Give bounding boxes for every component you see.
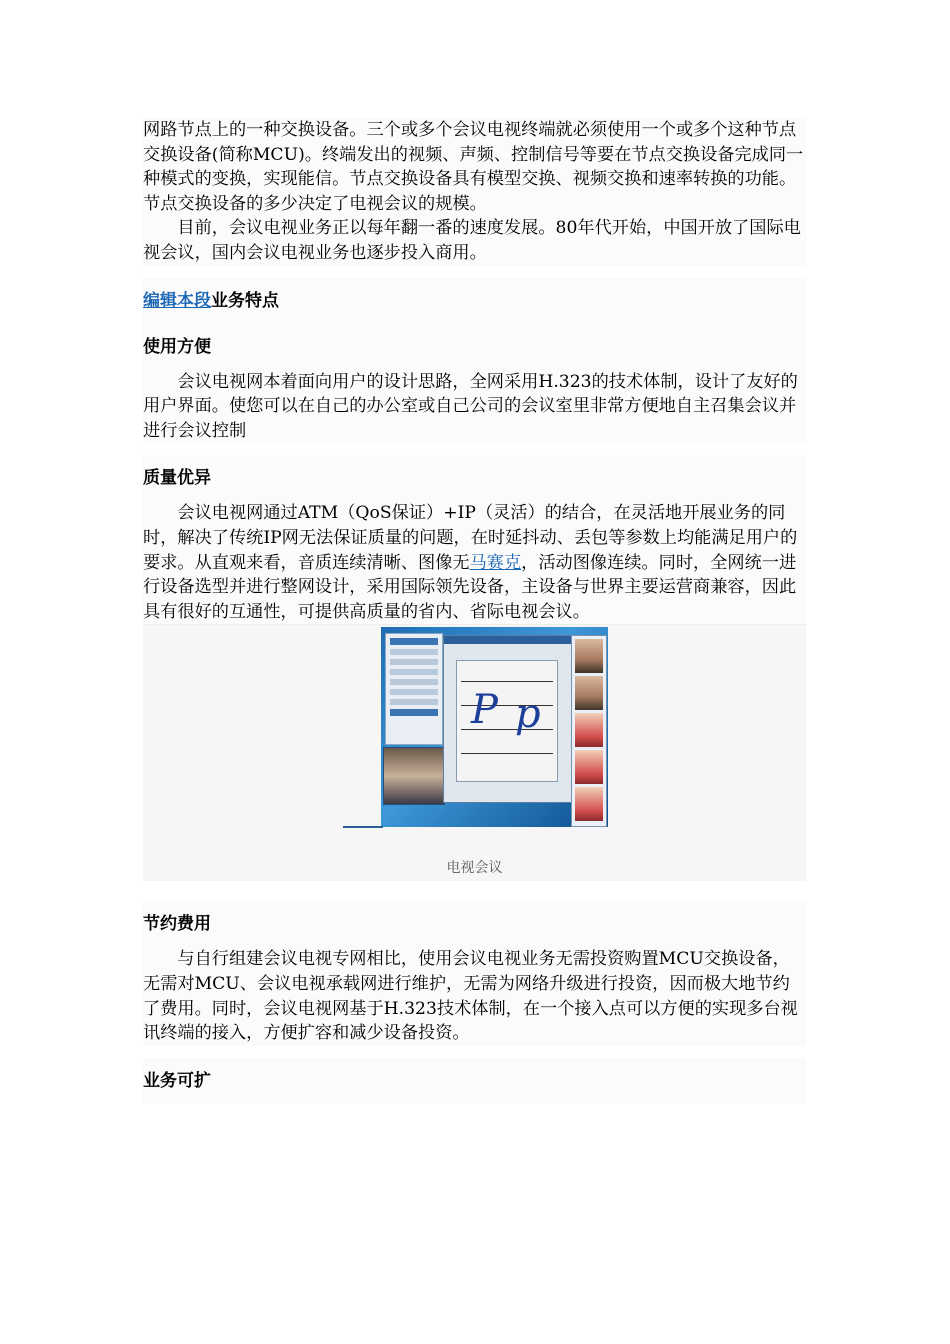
mosaic-link[interactable]: 马赛克 <box>469 552 522 573</box>
paragraph-convenient: 会议电视网本着面向用户的设计思路，全网采用H.323的技术体制，设计了友好的用户界面。使您可以在自己的办公室或自己公司的会议室里非常方便地自主召集会议并进行会议控制 <box>143 370 806 444</box>
paragraph-cost: 与自行组建会议电视专网相比，使用会议电视业务无需投资购置MCU交换设备，无需对MCU、会议电视承载网进行维护，无需为网络升级进行投资，因而极大地节约了费用。同时，会议电视网基于H.323技术体制，在一个接入点可以方便的实现多台视讯终端的接入，方便扩容和减少设备投资。 <box>143 947 806 1045</box>
paragraph-quality <box>143 501 806 624</box>
subheading-expand: 业务可扩 <box>143 1058 806 1104</box>
section-heading <box>143 278 806 324</box>
intro-paragraph-1: 网路节点上的一种交换设备。三个或多个会议电视终端就必须使用一个或多个这种节点交换设备(简称MCU)。终端发出的视频、声频、控制信号等要在节点交换设备完成同一种模式的变换，实现能信。节点交换设备具有模型交换、视频交换和速率转换的功能。节点交换设备的多少决定了电视会议的规模。 <box>143 118 806 216</box>
handwritten-p-upper: P <box>471 687 498 734</box>
edit-section-link[interactable]: 编辑本段 <box>143 290 211 311</box>
quality-text-after: ，活动图像连续。同时，全网统一进行设备选型并进行整网设计，采用国际领先设备，主设备与世界主要运营商兼容，因此具有很好的互通性，可提供高质量的省内、省际电视会议。 <box>143 552 797 622</box>
participants-panel <box>571 635 607 827</box>
figure-block <box>143 624 806 881</box>
subheading-quality: 质量优异 <box>143 455 806 501</box>
contact-list-panel <box>385 633 443 745</box>
handwritten-p-lower: p <box>515 691 541 738</box>
image-link-underline <box>343 826 383 828</box>
presenter-video <box>383 747 445 805</box>
intro-paragraph-2: 目前，会议电视业务正以每年翻一番的速度发展。80年代开始，中国开放了国际电视会议，国内会议电视业务也逐步投入商用。 <box>143 216 806 265</box>
spacer <box>143 443 806 455</box>
section-title: 业务特点 <box>211 290 279 311</box>
subheading-cost: 节约费用 <box>143 901 806 947</box>
spacer <box>143 1046 806 1058</box>
subheading-convenient: 使用方便 <box>143 324 806 370</box>
document-page <box>143 118 806 1104</box>
quality-text-before: 会议电视网通过ATM（QoS保证）+IP（灵活）的结合，在灵活地开展业务的同时，解决了传统IP网无法保证质量的问题，在时延抖动、丢包等参数上均能满足用户的要求。从直观来看，音质连续清晰、图像无 <box>143 503 798 573</box>
spacer <box>143 266 806 278</box>
whiteboard-window <box>443 635 573 803</box>
video-conference-screenshot[interactable] <box>381 627 608 827</box>
figure-caption: 电视会议 <box>446 860 503 877</box>
spacer <box>143 881 806 901</box>
whiteboard <box>456 660 558 782</box>
